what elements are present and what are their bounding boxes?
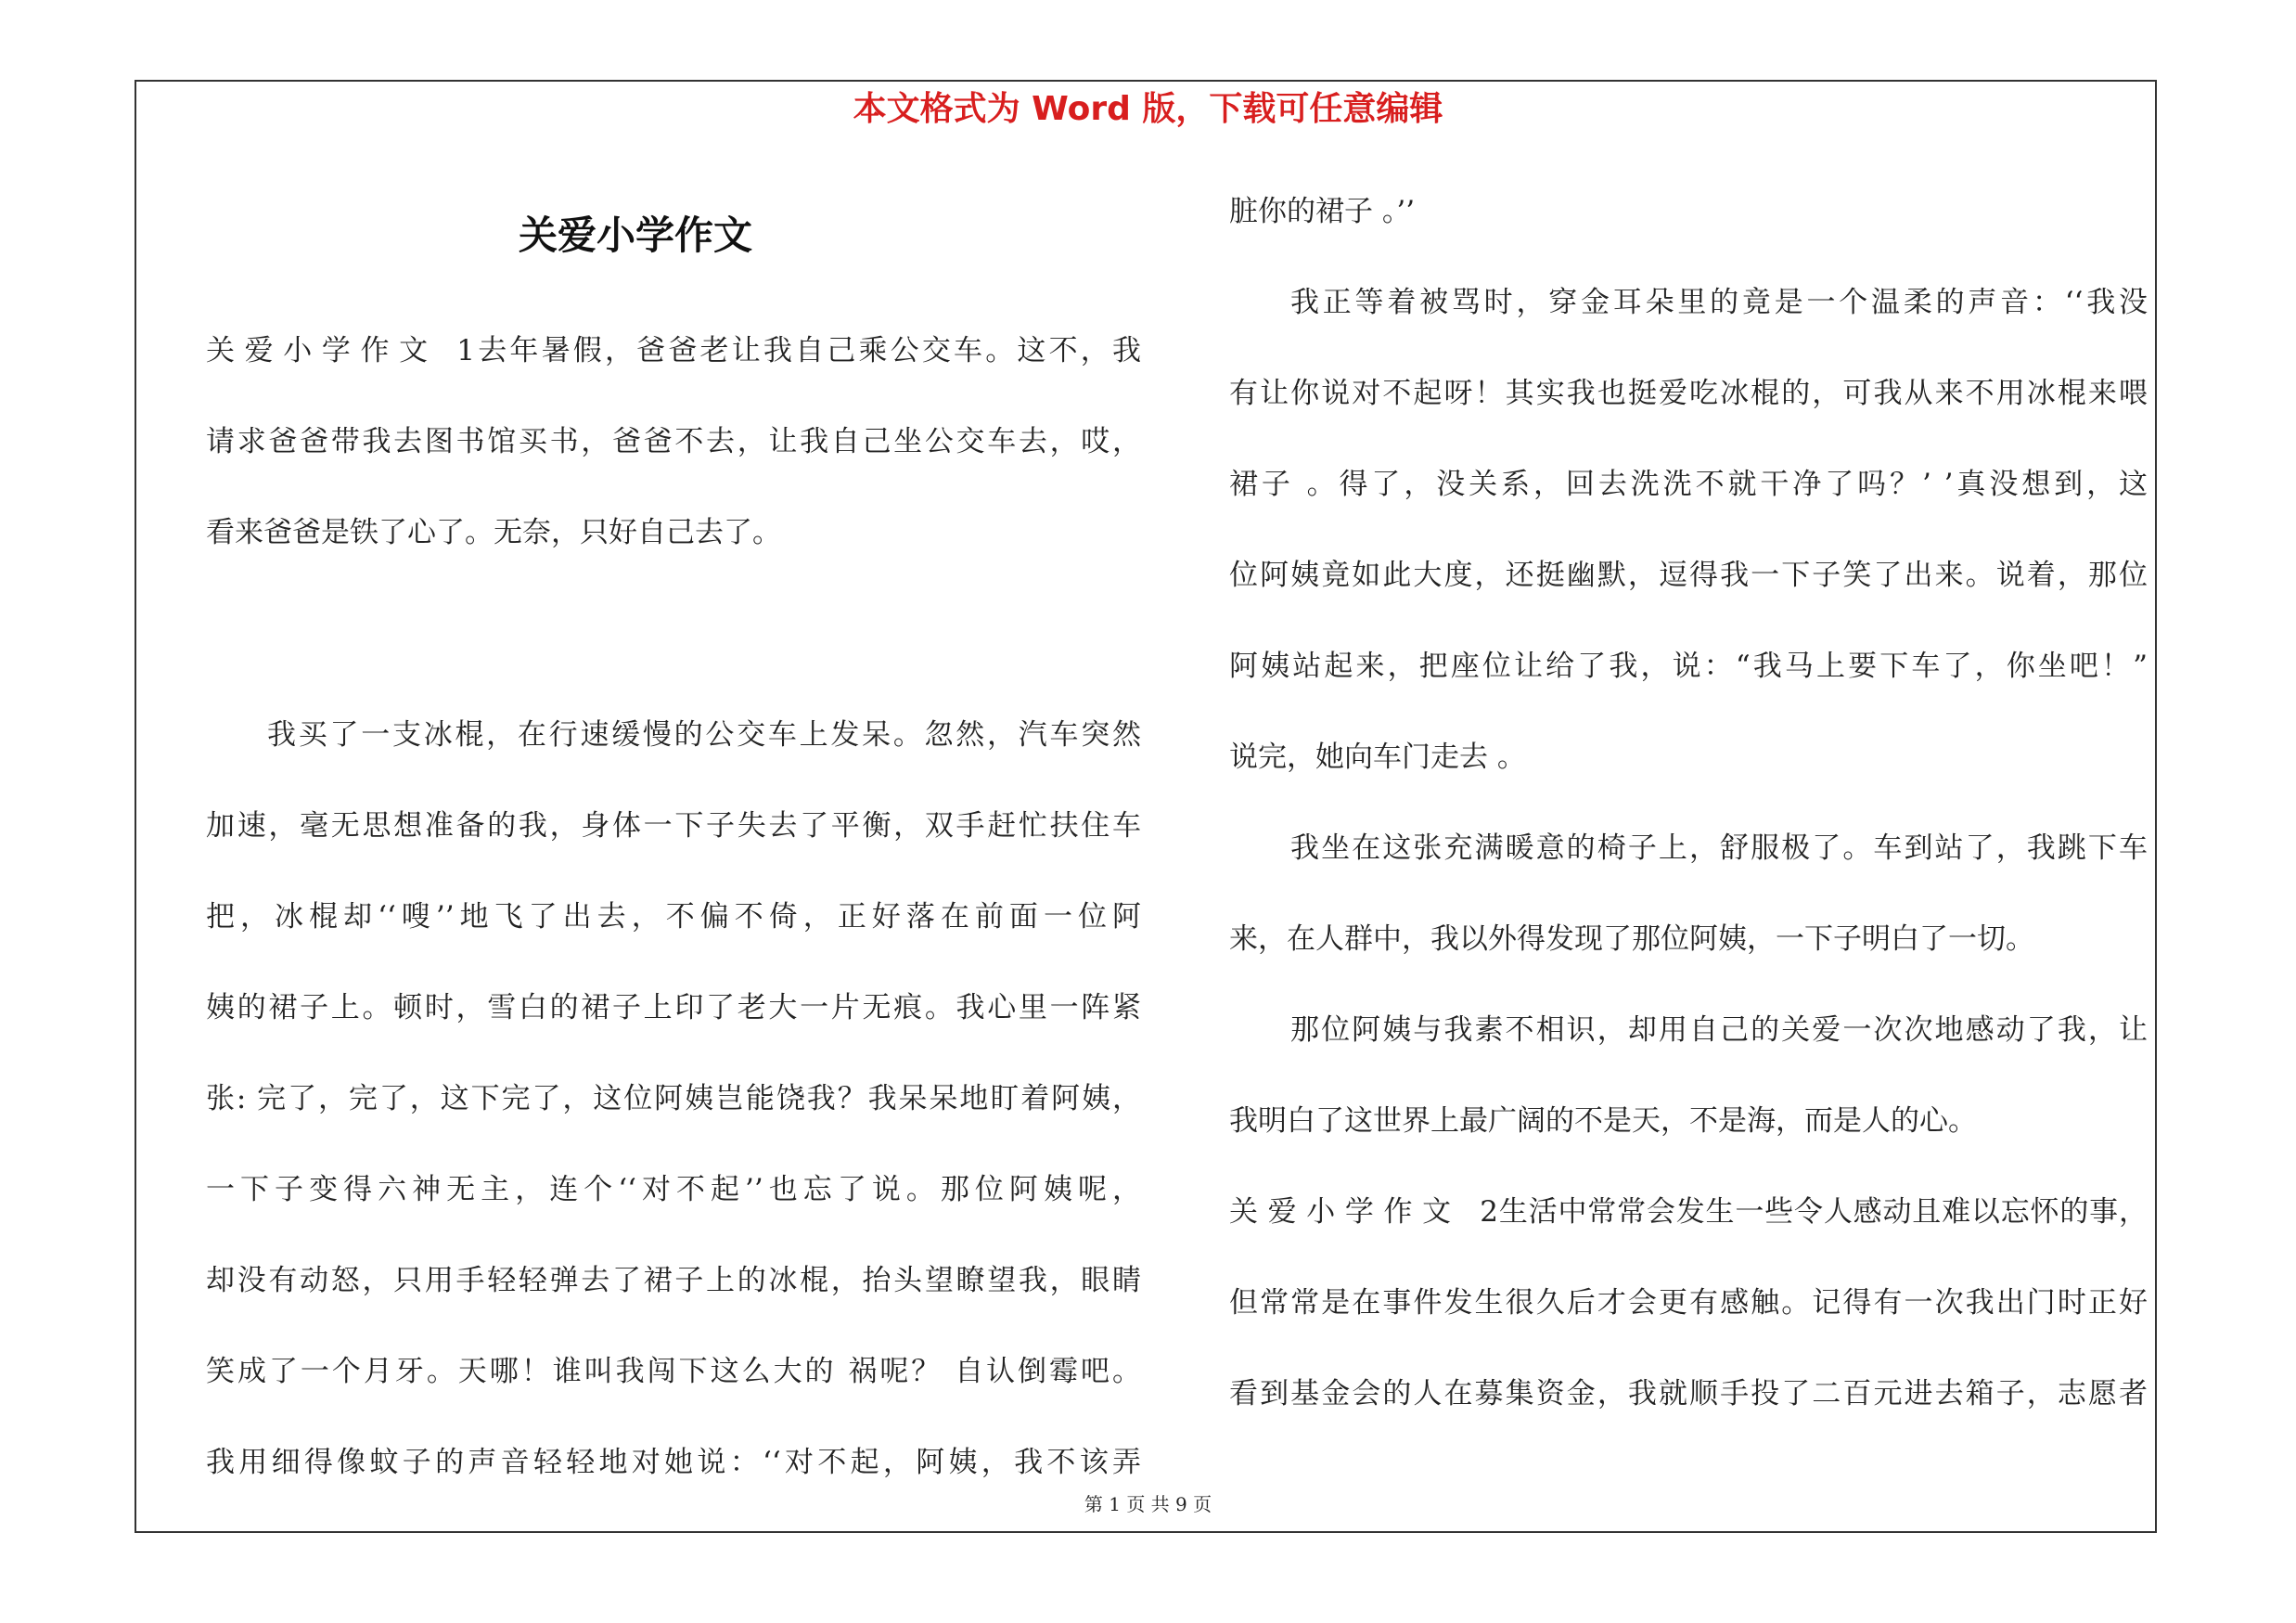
paragraph-line: 说完，她向车门走去 。 xyxy=(1229,741,1526,774)
paragraph-line: 有让你说对不起呀！其实我也挺爱吃冰棍的，可我从来不用冰棍来喂 xyxy=(1229,377,2148,410)
paragraph-line: 张: 完了，完了，这下完了，这位阿姨岂能饶我？我呆呆地盯着阿姨， xyxy=(206,1082,1141,1115)
page-number-footer: 第 1 页 共 9 页 xyxy=(1084,1493,1212,1515)
paragraph-line: 姨的裙子上。顿时，雪白的裙子上印了老大一片无痕。我心里一阵紧 xyxy=(206,991,1141,1024)
paragraph-line: 却没有动怒，只用手轻轻弹去了裙子上的冰棍，抬头望瞭望我，眼睛 xyxy=(206,1264,1141,1297)
paragraph-line: 我坐在这张充满暖意的椅子上，舒服极了。车到站了，我跳下车 xyxy=(1290,831,2148,865)
essay1-first-line: 去年暑假，爸爸老让我自己乘公交车。这不，我 xyxy=(475,334,1141,367)
paragraph-line: 脏你的裙子 。’’ xyxy=(1229,195,1416,228)
paragraph-line: 位阿姨竟如此大度，还挺幽默，逗得我一下子笑了出来。说着，那位 xyxy=(1229,559,2148,592)
paragraph-line: 请求爸爸带我去图书馆买书，爸爸不去，让我自己坐公交车去，哎， xyxy=(206,425,1141,458)
essay1-label: 关爱小学作文 1 xyxy=(206,334,475,367)
paragraph-line: 把，冰棍却‘‘嗖’’地飞了出去，不偏不倚，正好落在前面一位阿 xyxy=(206,900,1141,934)
paragraph-line: 笑成了一个月牙。天哪！谁叫我闯下这么大的 祸呢？ 自认倒霉吧。 xyxy=(206,1355,1141,1388)
essay1-heading-line xyxy=(206,321,1141,412)
paragraph-line: 我买了一支冰棍，在行速缓慢的公交车上发呆。忽然，汽车突然 xyxy=(267,718,1141,752)
paragraph-line: 裙子 。得了，没关系，回去洗洗不就干净了吗？’ ’真没想到，这 xyxy=(1229,468,2148,501)
paragraph-line: 加速，毫无思想准备的我，身体一下子失去了平衡，双手赶忙扶住车 xyxy=(206,809,1141,843)
paragraph-line: 阿姨站起来，把座位让给了我，说：“我马上要下车了，你坐吧！” xyxy=(1229,650,2148,683)
paragraph-line: 看来爸爸是铁了心了。无奈，只好自己去了。 xyxy=(206,516,781,549)
paragraph-line: 但常常是在事件发生很久后才会更有感触。记得有一次我出门时正好 xyxy=(1229,1286,2148,1320)
essay2-label: 关爱小学作文 2 xyxy=(1229,1195,1498,1229)
paragraph-line: 那位阿姨与我素不相识，却用自己的关爱一次次地感动了我，让 xyxy=(1290,1013,2148,1047)
paragraph-line: 来，在人群中，我以外得发现了那位阿姨，一下子明白了一切。 xyxy=(1229,922,2034,956)
paragraph-line: 我正等着被骂时，穿金耳朵里的竟是一个温柔的声音：‘‘我没 xyxy=(1290,286,2148,319)
essay2-heading-line xyxy=(1229,1182,2148,1273)
left-column xyxy=(206,321,1141,1524)
paragraph-line: 我用细得像蚊子的声音轻轻地对她说：‘‘对不起，阿姨，我不该弄 xyxy=(206,1446,1141,1479)
paragraph-line: 一下子变得六神无主，连个‘‘对不起’’也忘了说。那位阿姨呢， xyxy=(206,1173,1141,1206)
paragraph-line: 我明白了这世界上最广阔的不是天，不是海，而是人的心。 xyxy=(1229,1104,1977,1138)
document-title: 关爱小学作文 xyxy=(518,213,752,258)
essay2-first-line: 生活中常常会发生一些令人感动且难以忘怀的事， xyxy=(1498,1195,2148,1229)
format-banner: 本文格式为 Word 版，下载可任意编辑 xyxy=(853,90,1443,128)
paragraph-line: 看到基金会的人在募集资金，我就顺手投了二百元进去箱子，志愿者 xyxy=(1229,1377,2148,1410)
right-column xyxy=(1229,182,2148,1455)
